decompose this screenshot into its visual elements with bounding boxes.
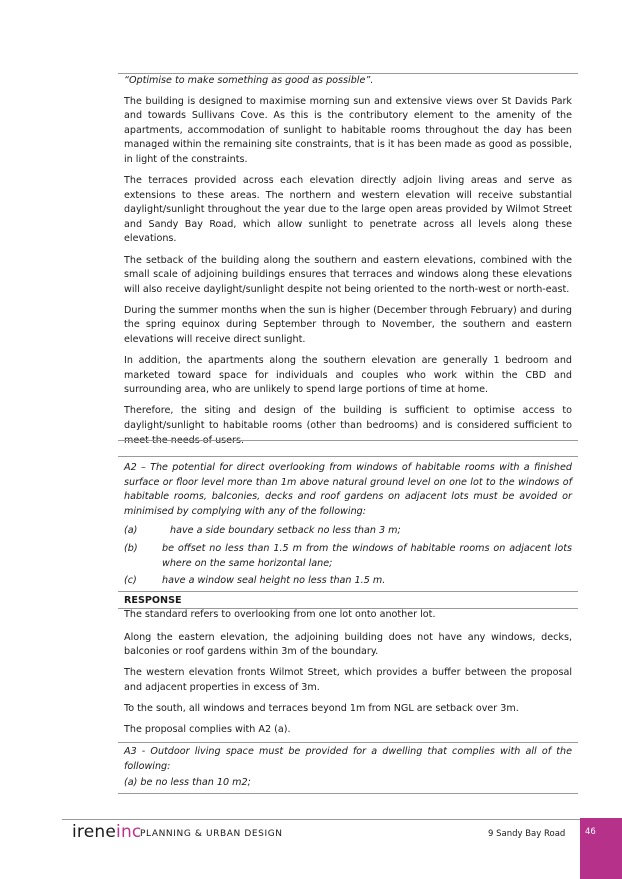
- divider: [118, 440, 578, 441]
- paragraph: The western elevation fronts Wilmot Street, which provides a buffer between the proposal and adjacent properties in excess of 3m.: [124, 667, 572, 693]
- divider: [118, 793, 578, 794]
- divider: [118, 591, 578, 592]
- paragraph: Along the eastern elevation, the adjoining building does not have any windows, decks, balconies or roof gardens within 3m of the boundary.: [124, 631, 572, 658]
- footer-rule: [62, 819, 580, 820]
- divider: [118, 742, 578, 743]
- company-tagline: PLANNING & URBAN DESIGN: [140, 829, 283, 839]
- paragraph: The setback of the building along the southern and eastern elevations, combined with the small scale of adjoining buildings ensures that terraces and windows along these elevations will also receive daylight/sunlight despite not being oriented to the north-west or north-east.: [124, 254, 572, 295]
- standard-a2: [124, 461, 572, 592]
- response-heading: RESPONSE: [124, 595, 182, 606]
- response-body: [124, 608, 572, 744]
- section-sunlight: [124, 74, 572, 455]
- a3-text: A3 - Outdoor living space must be provided for a dwelling that complies with all of the following:: [124, 746, 572, 772]
- paragraph: During the summer months when the sun is higher (December through February) and during the spring equinox during September through to November, the southern and eastern elevations will receive direct sunlight.: [124, 304, 572, 345]
- paragraph: To the south, all windows and terraces beyond 1m from NGL are setback over 3m.: [124, 702, 519, 714]
- a2-item: (a) have a side boundary setback no less than 3 m;: [124, 525, 401, 537]
- paragraph: The proposal complies with A2 (a).: [124, 724, 291, 736]
- a2-item: (b) be offset no less than 1.5 m from the windows of habitable rooms on adjacent lots where on the same horizontal lane;: [124, 542, 572, 569]
- site-address: 9 Sandy Bay Road: [488, 829, 566, 839]
- paragraph: Therefore, the siting and design of the building is sufficient to optimise access to daylight/sunlight to habitable rooms (other than bedrooms) and is considered sufficient to meet the needs of users.: [124, 405, 572, 446]
- standard-a3: [124, 745, 572, 793]
- company-logo: ireneinc: [72, 822, 142, 842]
- paragraph: In addition, the apartments along the southern elevation are generally 1 bedroom and marketed toward space for individuals and couples who work within the CBD and surrounding area, who are unlikely to spend large portions of time at home.: [124, 355, 572, 396]
- paragraph: The terraces provided across each elevation directly adjoin living areas and serve as extensions to these areas. The northern and western elevation will receive substantial daylight/sunlight throughout the year due to the large open areas provided by Wilmot Street and Sandy Bay Road, which allow sunlight to penetrate across all levels along these elevations.: [124, 175, 572, 245]
- divider: [118, 456, 578, 457]
- paragraph: The standard refers to overlooking from one lot onto another lot.: [124, 609, 436, 620]
- page-number: 46: [585, 827, 596, 837]
- a3-item: (a) be no less than 10 m2;: [124, 777, 251, 789]
- quote-line: “Optimise to make something as good as possible”.: [124, 75, 374, 86]
- a2-text: A2 – The potential for direct overlooking from windows of habitable rooms with a finished surface or floor level more than 1m above natural ground level on one lot to the windows of habitable rooms, balconies, decks and roof gardens on adjacent lots must be avoided or minimised by complying with any of the following:: [124, 462, 572, 517]
- a2-item: (c) have a window seal height no less than 1.5 m.: [124, 575, 386, 587]
- paragraph: The building is designed to maximise morning sun and extensive views over St Davids Park and towards Sullivans Cove. As this is the contributory element to the amenity of the apartments, accommodation of sunlight to habitable rooms throughout the day has been managed within the remaining site constraints, that is it has been made as good as possible, in light of the constraints.: [124, 95, 572, 165]
